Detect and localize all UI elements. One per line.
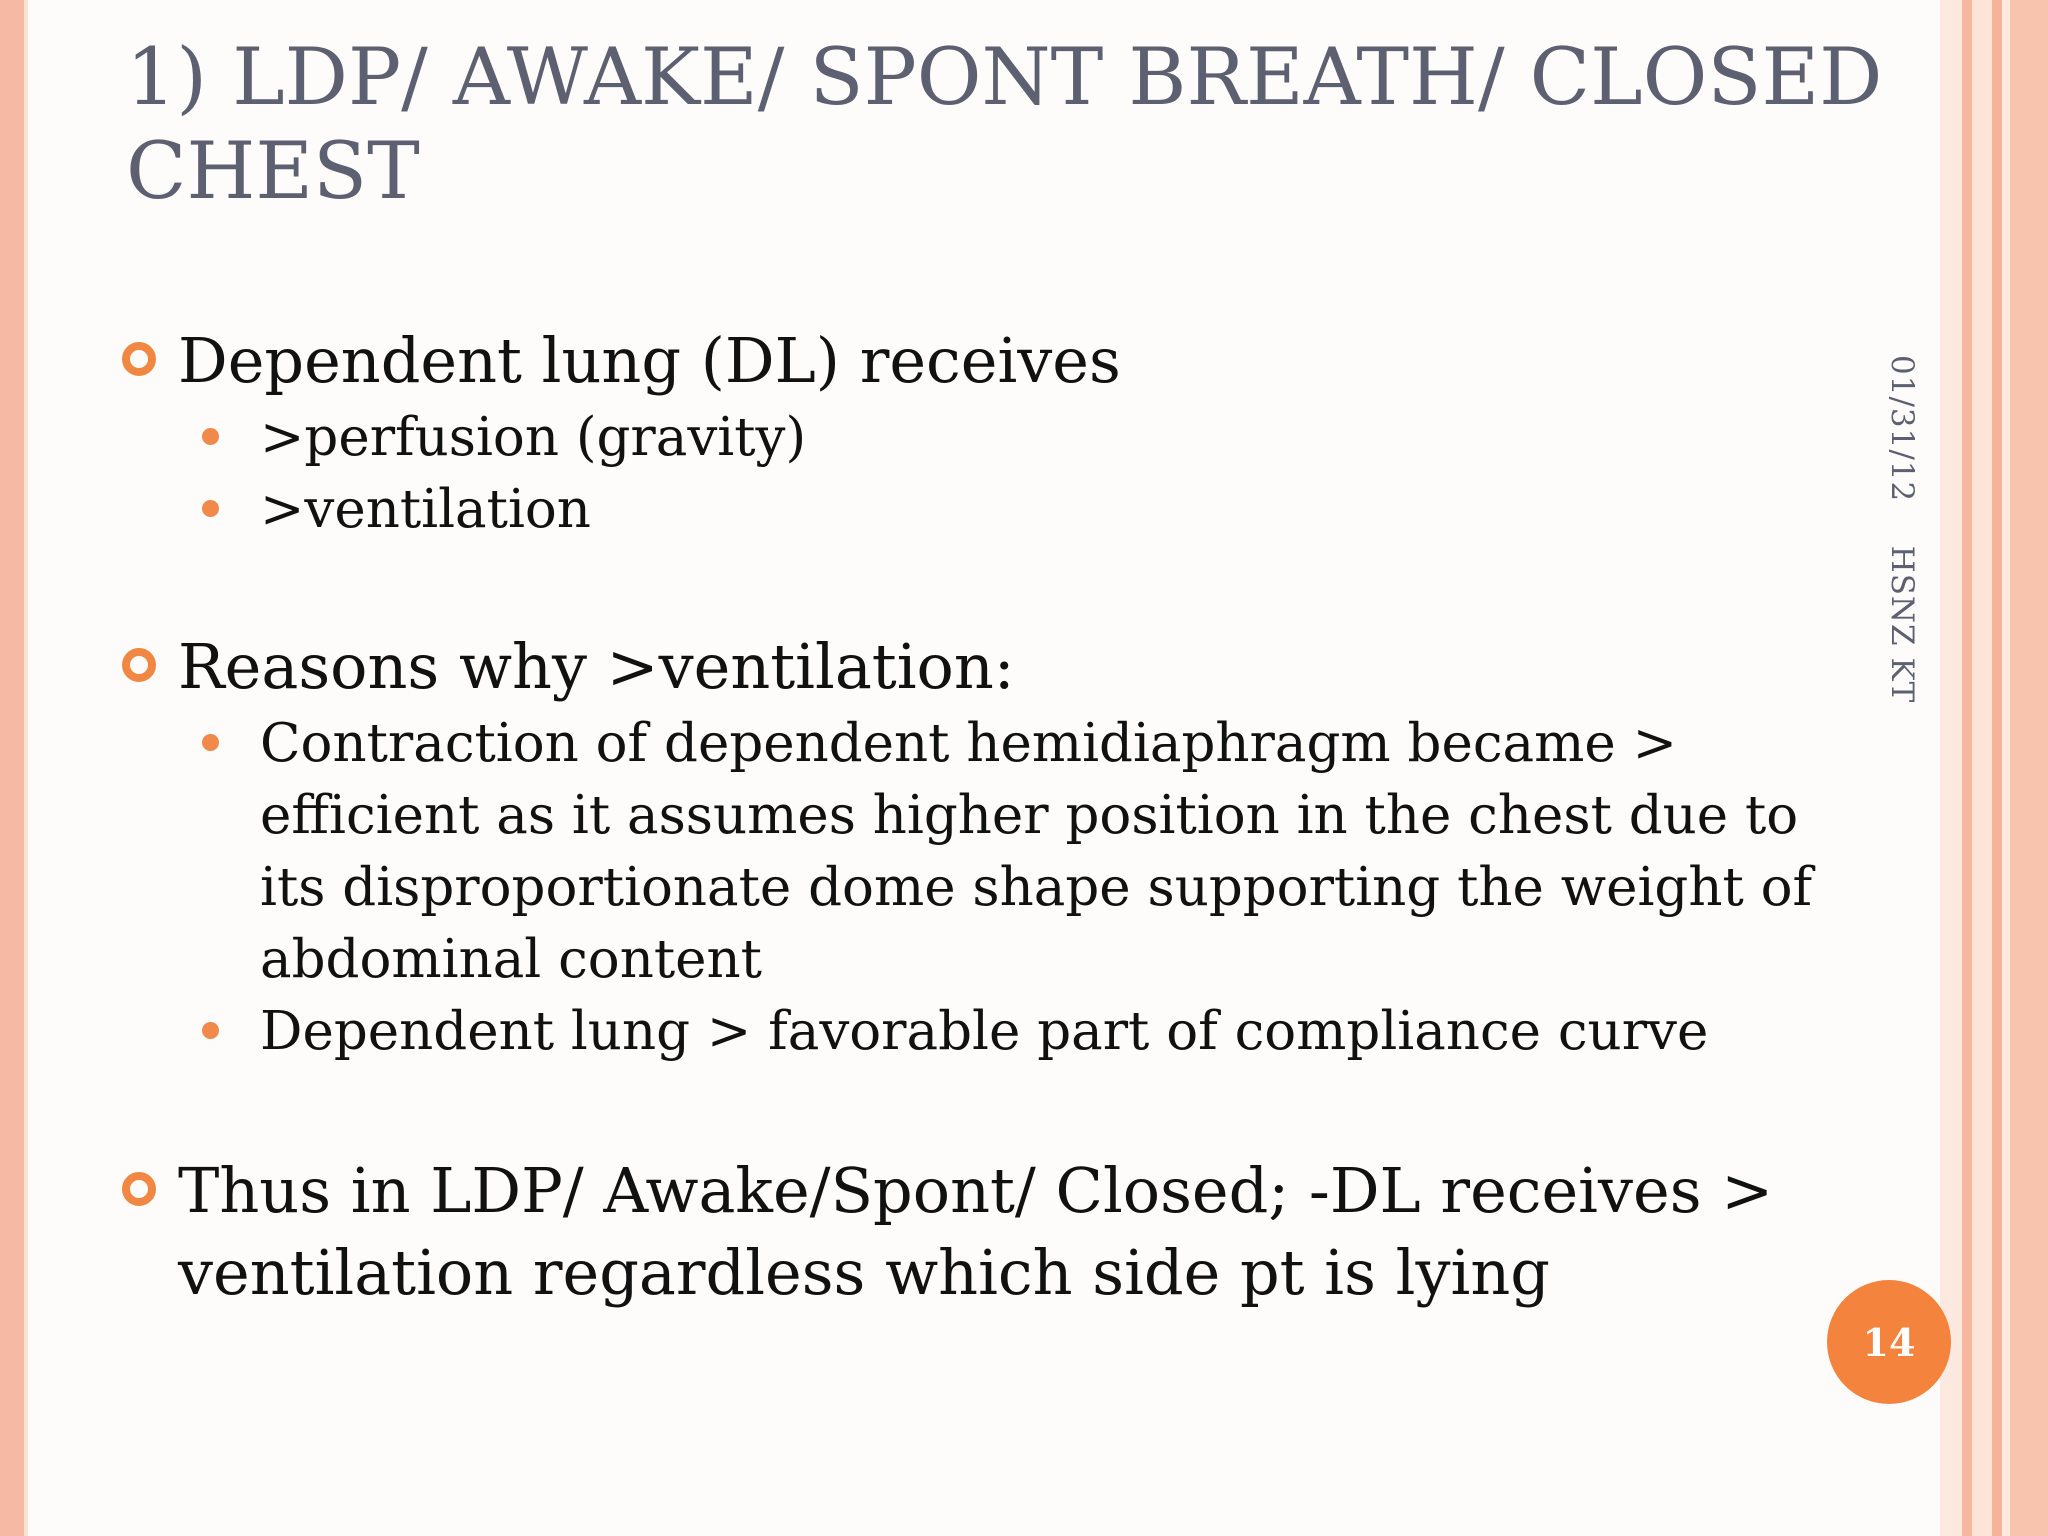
sub-bullet-perfusion (260, 402, 1830, 474)
side-footer-text (1884, 355, 1920, 703)
dot-bullet-icon (202, 734, 219, 751)
ring-bullet-icon (122, 342, 156, 376)
sub-bullet-contraction (260, 708, 1830, 996)
slide-title (126, 30, 1926, 218)
bullet-text: Thus in LDP/ Awake/Spont/ Closed; -DL receives > ventilation regardless which side pt is lying (178, 1154, 1774, 1309)
stripe (1972, 0, 1992, 1536)
dot-bullet-icon (202, 1022, 219, 1039)
stripe (1940, 0, 1962, 1536)
right-decorative-stripes (1940, 0, 2048, 1536)
stripe (1992, 0, 2002, 1536)
page-number-badge (1827, 1280, 1951, 1404)
stripe (1962, 0, 1972, 1536)
left-border (0, 0, 24, 1536)
sub-bullet-text: Contraction of dependent hemidiaphragm became > efficient as it assumes higher position in the chest due to its disproportionate dome shape supporting the weight of abdominal content (260, 713, 1813, 990)
sub-bullet-text: >ventilation (260, 479, 591, 540)
bullet-conclusion (110, 1150, 1830, 1314)
ring-bullet-icon (122, 1172, 156, 1206)
left-border-inner (24, 0, 28, 1536)
bullet-text: Dependent lung (DL) receives (178, 324, 1121, 397)
slide-content (110, 320, 1830, 1314)
stripe (2002, 0, 2010, 1536)
stripe (2010, 0, 2048, 1536)
footer-author: HSNZ KT (1884, 545, 1920, 704)
page-number: 14 (1862, 1319, 1916, 1365)
dot-bullet-icon (202, 500, 219, 517)
sub-bullet-list (110, 708, 1830, 1068)
sub-bullet-text: >perfusion (gravity) (260, 407, 807, 468)
sub-bullet-compliance (260, 996, 1830, 1068)
sub-bullet-list (110, 402, 1830, 546)
title-line-2: CHEST (126, 125, 420, 217)
dot-bullet-icon (202, 428, 219, 445)
bullet-reasons (110, 626, 1830, 708)
sub-bullet-text: Dependent lung > favorable part of compliance curve (260, 1001, 1709, 1062)
bullet-text: Reasons why >ventilation: (178, 630, 1015, 703)
title-line-1: 1) LDP/ AWAKE/ SPONT BREATH/ CLOSED (126, 31, 1883, 123)
sub-bullet-ventilation (260, 474, 1830, 546)
footer-date: 01/31/12 (1884, 355, 1920, 503)
ring-bullet-icon (122, 648, 156, 682)
bullet-dependent-lung (110, 320, 1830, 402)
